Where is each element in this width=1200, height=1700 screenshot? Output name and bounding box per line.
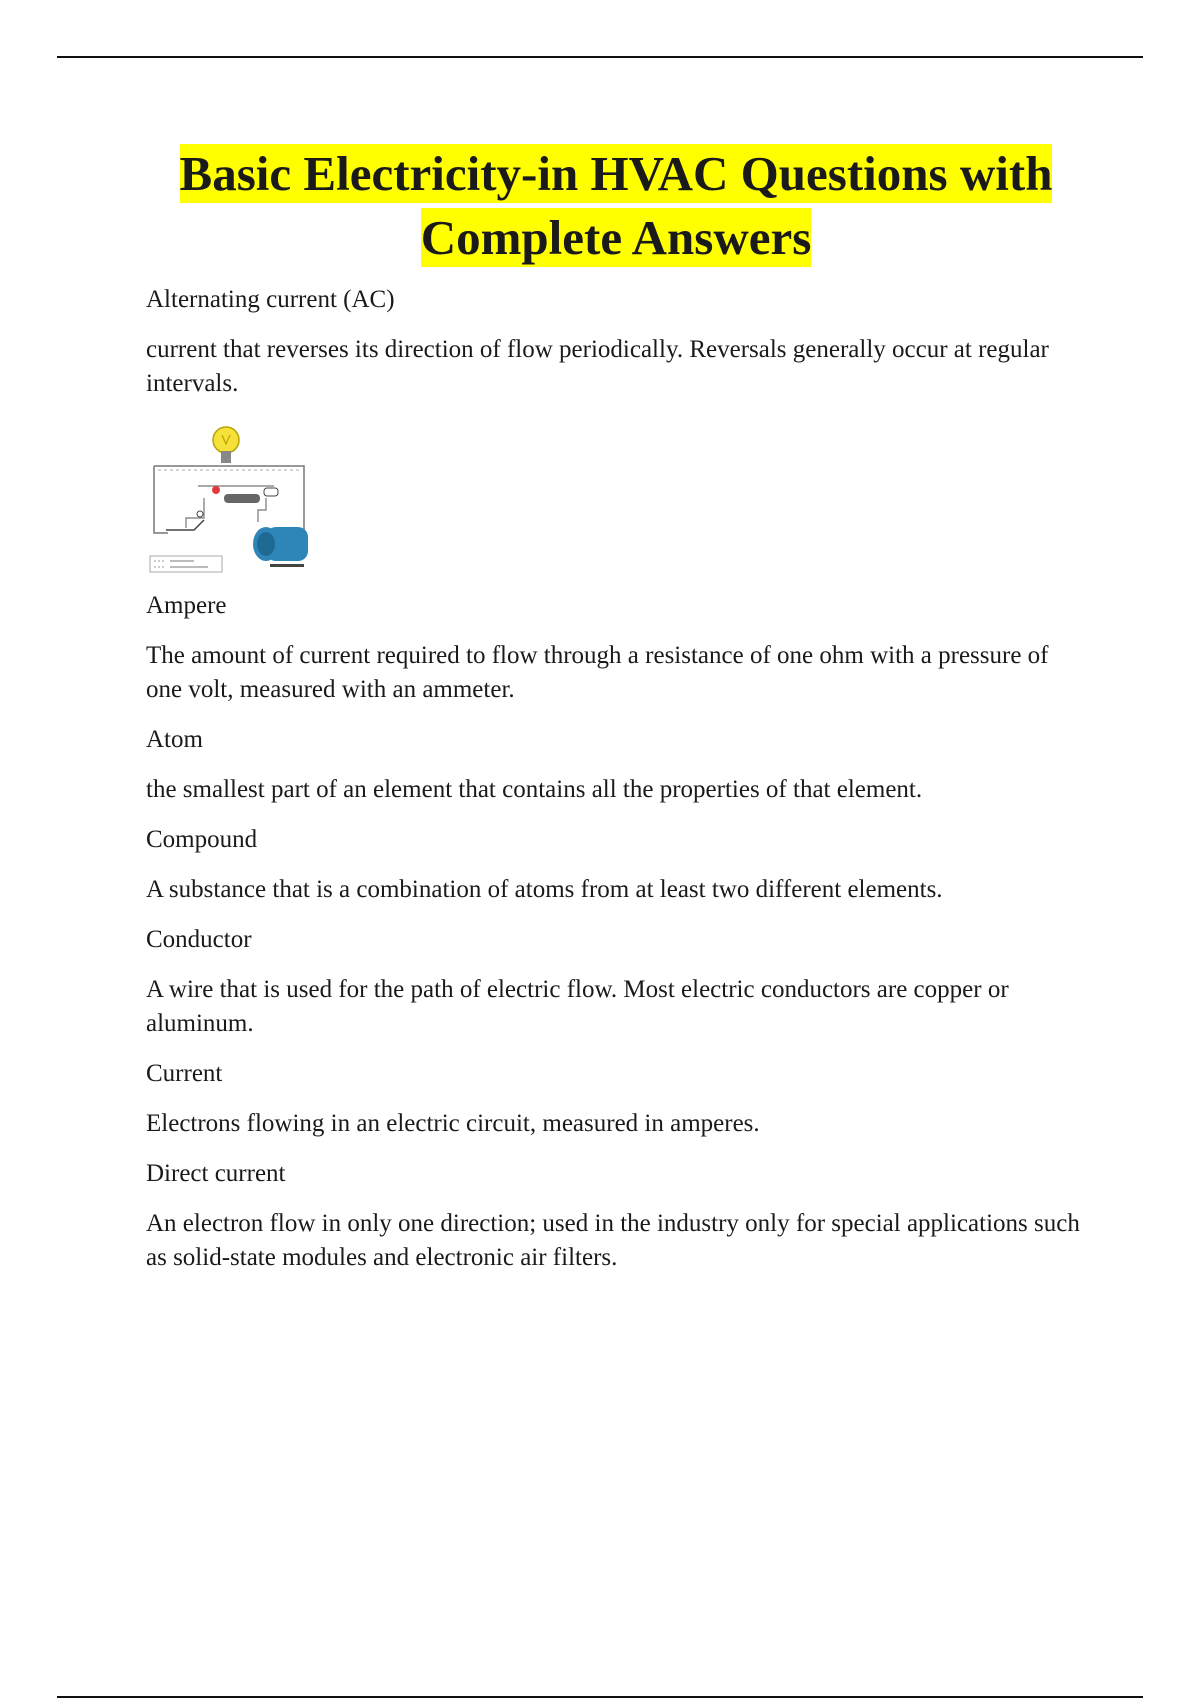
- entry-compound: [146, 824, 1086, 907]
- switch-lever-icon: [166, 520, 204, 530]
- header-rule: [57, 56, 1143, 58]
- term-label: Compound: [146, 826, 258, 853]
- term-label: Alternating current (AC): [146, 286, 395, 313]
- definition-text: current that reverses its direction of flow periodically. Reversals generally occur at regular intervals.: [146, 336, 1049, 397]
- ac-circuit-diagram-svg: [146, 418, 326, 574]
- title-highlight: Basic Electricity-in HVAC Questions with Complete Answers: [179, 146, 1053, 265]
- definition-text: A substance that is a combination of atoms from at least two different elements.: [146, 876, 943, 903]
- term-label: Current: [146, 1060, 223, 1087]
- definition-text: A wire that is used for the path of electric flow. Most electric conductors are copper or aluminum.: [146, 976, 1009, 1037]
- light-bulb-icon: [213, 427, 239, 453]
- switch-contact-icon: [197, 511, 203, 517]
- generator-caption-icon: [270, 564, 304, 567]
- entry-direct-current: [146, 1158, 1086, 1275]
- ac-circuit-diagram-icon: [146, 418, 326, 574]
- definition-text: The amount of current required to flow through a resistance of one ohm with a pressure of one volt, measured with an ammeter.: [146, 642, 1049, 703]
- definition-text: the smallest part of an element that contains all the properties of that element.: [146, 776, 923, 803]
- definition-text: An electron flow in only one direction; used in the industry only for special applications such as solid-state modules and electronic air filters.: [146, 1210, 1080, 1271]
- terminal-dot-icon: [212, 486, 220, 494]
- legend-box-icon: [150, 556, 222, 572]
- entry-ampere: [146, 590, 1086, 707]
- bulb-base-icon: [221, 451, 231, 463]
- term-label: Direct current: [146, 1160, 286, 1187]
- definition-text: Electrons flowing in an electric circuit, measured in amperes.: [146, 1110, 760, 1137]
- footer-rule: [57, 1696, 1143, 1698]
- document-body: [146, 142, 1086, 1292]
- page-title: [146, 142, 1086, 270]
- entry-atom: [146, 724, 1086, 807]
- meter-icon: [264, 488, 278, 496]
- entry-alternating-current: [146, 284, 1086, 401]
- entry-conductor: [146, 924, 1086, 1041]
- inner-wire: [186, 486, 274, 528]
- entry-current: [146, 1058, 1086, 1141]
- term-label: Ampere: [146, 592, 227, 619]
- term-label: Atom: [146, 726, 203, 753]
- generator-face-icon: [257, 532, 275, 556]
- component-resistor-icon: [224, 494, 260, 503]
- term-label: Conductor: [146, 926, 252, 953]
